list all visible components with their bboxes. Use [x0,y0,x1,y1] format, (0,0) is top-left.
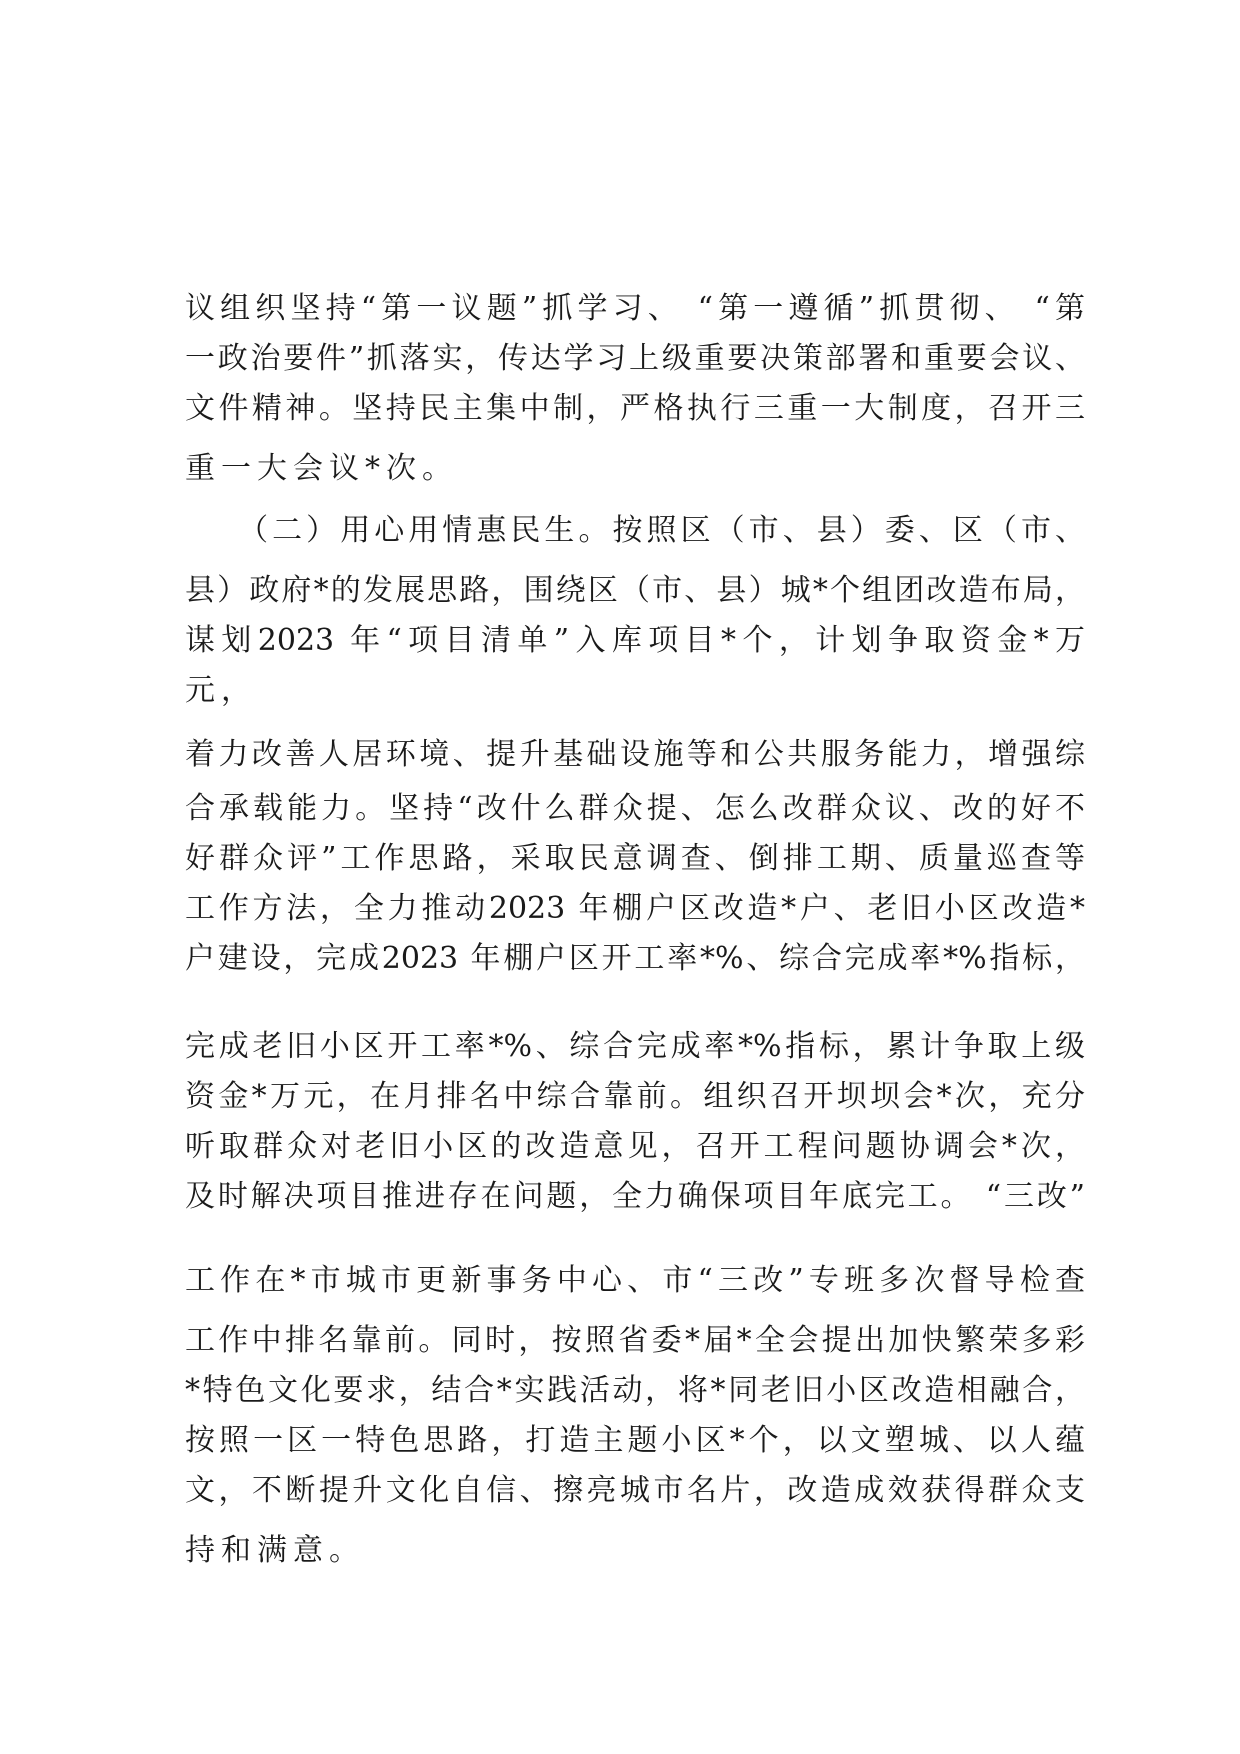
section-heading-line: （二）用心用情惠民生。按照区（市、县）委、区（市、 [185,513,1085,548]
text-line: 元， [185,673,257,708]
text-line: 议组织坚持“第一议题”抓学习、 “第一遵循”抓贯彻、 “第 [185,291,1085,326]
text-line: 合承载能力。坚持“改什么群众提、怎么改群众议、改的好不 [185,791,1085,826]
text-line: 户建设，完成2023 年棚户区开工率*%、综合完成率*%指标， [185,941,1085,976]
text-line: 着力改善人居环境、提升基础设施等和公共服务能力，增强综 [185,737,1085,772]
text-line: 文件精神。坚持民主集中制，严格执行三重一大制度，召开三 [185,391,1085,426]
text-line: 工作方法，全力推动2023 年棚户区改造*户、老旧小区改造* [185,891,1085,926]
text-line: 完成老旧小区开工率*%、综合完成率*%指标，累计争取上级 [185,1029,1085,1064]
text-line: 县）政府*的发展思路，围绕区（市、县）城*个组团改造布局， [185,573,1085,608]
text-line: 谋划2023 年“项目清单”入库项目*个，计划争取资金*万 [185,623,1085,658]
text-line: *特色文化要求，结合*实践活动，将*同老旧小区改造相融合， [185,1373,1085,1408]
text-line: 听取群众对老旧小区的改造意见，召开工程问题协调会*次， [185,1129,1085,1164]
text-line: 资金*万元，在月排名中综合靠前。组织召开坝坝会*次，充分 [185,1079,1085,1114]
text-line: 工作中排名靠前。同时，按照省委*届*全会提出加快繁荣多彩 [185,1323,1085,1358]
text-line: 重一大会议*次。 [185,451,458,486]
text-line: 工作在*市城市更新事务中心、市“三改”专班多次督导检查 [185,1263,1085,1298]
text-line: 一政治要件”抓落实，传达学习上级重要决策部署和重要会议、 [185,341,1085,376]
text-line: 文，不断提升文化自信、擦亮城市名片，改造成效获得群众支 [185,1473,1085,1508]
text-line: 持和满意。 [185,1533,365,1568]
text-line: 及时解决项目推进存在问题，全力确保项目年底完工。 “三改” [185,1179,1085,1214]
text-line: 好群众评”工作思路，采取民意调查、倒排工期、质量巡查等 [185,841,1085,876]
text-line: 按照一区一特色思路，打造主题小区*个，以文塑城、以人蕴 [185,1423,1085,1458]
